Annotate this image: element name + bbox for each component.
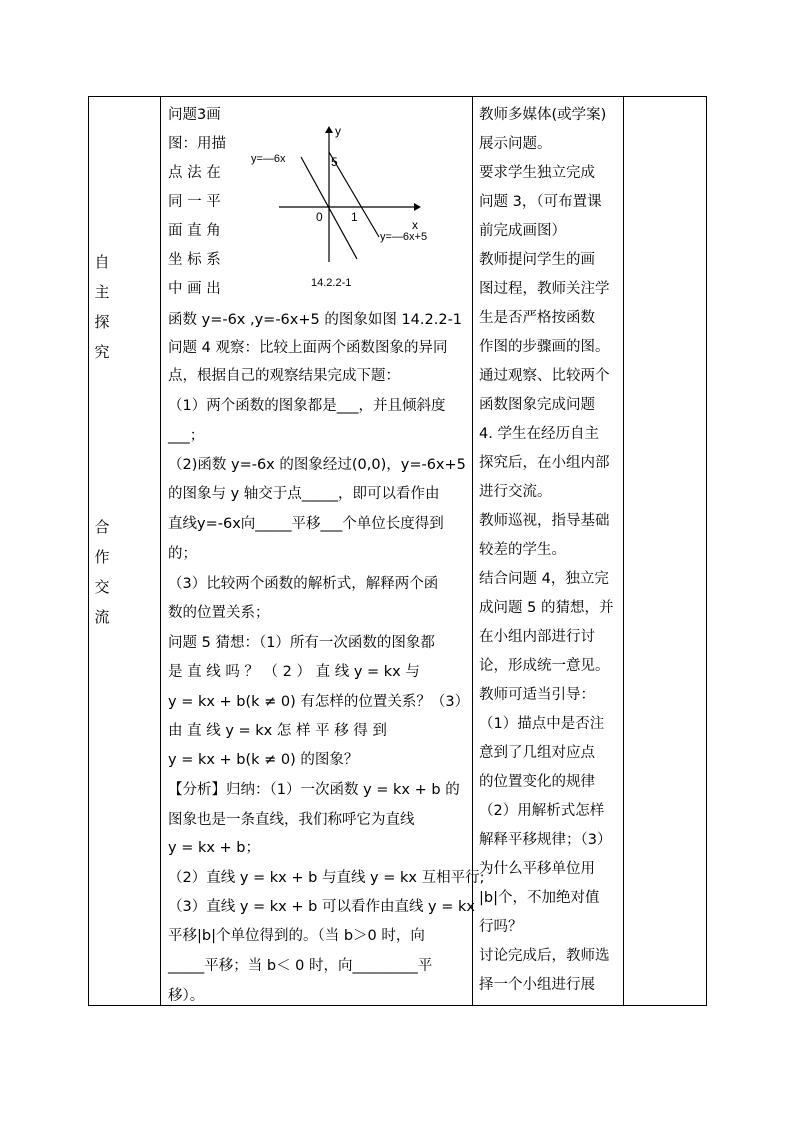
y-axis-label: y — [335, 124, 341, 138]
q3-text: 同 一 平 — [168, 194, 221, 210]
line1-label: y=—6x — [251, 153, 286, 165]
tick-label-five: 5 — [331, 155, 338, 169]
content-line: 图象也是一条直线，我们称呼它为直线 — [168, 812, 415, 828]
content-line: 数的位置关系； — [168, 605, 270, 621]
content-line: ___； — [168, 428, 205, 444]
content-line: 【分析】归纳：（1）一次函数 y = kx + b 的 — [168, 782, 460, 798]
content-line: 的； — [168, 546, 197, 562]
content-line: 是 直 线 吗 ？ （ 2 ） 直 线 y = kx 与 — [168, 664, 420, 680]
lesson-table — [88, 96, 707, 1006]
content-line: 由 直 线 y = kx 怎 样 平 移 得 到 — [168, 723, 387, 739]
figure-caption: 14.2.2-1 — [311, 277, 352, 289]
teacher-line: 教师可适当引导： — [479, 687, 595, 703]
teacher-line: 要求学生独立完成 — [479, 165, 595, 181]
stage-label-cooperate: 合 作 交 流 — [94, 518, 110, 626]
teacher-line: 在小组内部进行讨 — [479, 629, 595, 645]
tick-label-one: 1 — [351, 210, 358, 224]
content-line: 函数 y=-6x ,y=-6x+5 的图象如图 14.2.2-1 — [168, 312, 463, 328]
teacher-line: 教师巡视，指导基础 — [479, 513, 610, 529]
teacher-line: 成问题 5 的猜想，并 — [479, 600, 614, 616]
q3-text: 面 直 角 — [168, 223, 221, 239]
teacher-line: 结合问题 4，独立完 — [479, 571, 609, 587]
content-line: 问题 4 观察：比较上面两个函数图象的异同 — [168, 340, 448, 356]
content-line: （1）两个函数的图象都是___，并且倾斜度 — [168, 398, 446, 414]
teacher-line: 生是否严格按函数 — [479, 310, 595, 326]
teacher-line: 论，形成统一意见。 — [479, 658, 610, 674]
teacher-line: 4. 学生在经历自主 — [479, 426, 599, 442]
teacher-line: 教师多媒体(或学案) — [479, 107, 607, 123]
teacher-line: 为什么平移单位用 — [479, 861, 595, 877]
teacher-line: 函数图象完成问题 — [479, 397, 595, 413]
function-graph-figure — [249, 119, 464, 289]
content-line: 点，根据自己的观察结果完成下题： — [168, 368, 400, 384]
teacher-line: 较差的学生。 — [479, 542, 566, 558]
teacher-line: 教师提问学生的画 — [479, 252, 595, 268]
content-line: 的图象与 y 轴交于点_____，即可以看作由 — [168, 486, 440, 502]
content-line: y = kx + b(k ≠ 0) 的图象？ — [168, 752, 359, 768]
content-line: （3）直线 y = kx + b 可以看作由直线 y = kx — [168, 899, 475, 915]
teacher-line: 择一个小组进行展 — [479, 977, 595, 993]
x-axis-label: x — [412, 218, 418, 232]
teacher-line: 展示问题。 — [479, 136, 552, 152]
column-divider — [623, 97, 624, 1005]
teacher-line: 作图的步骤画的图。 — [479, 339, 610, 355]
content-line: y = kx + b(k ≠ 0) 有怎样的位置关系？（3） — [168, 694, 470, 710]
content-line: 平移|b|个单位得到的。（当 b＞0 时，向 — [168, 928, 425, 944]
teacher-line: 图过程，教师关注学 — [479, 281, 610, 297]
content-line: y = kx + b； — [168, 840, 260, 856]
teacher-line: 的位置变化的规律 — [479, 774, 595, 790]
content-line: 直线y=-6x向_____平移___个单位长度得到 — [168, 516, 444, 532]
q3-text: 坐 标 系 — [168, 252, 221, 268]
line2-label: y=—6x+5 — [380, 231, 428, 243]
stage-label-explore: 自 主 探 究 — [94, 253, 110, 361]
teacher-line: 探究后，在小组内部 — [479, 455, 610, 471]
q3-text: 问题3画 — [168, 107, 221, 123]
teacher-line: 通过观察、比较两个 — [479, 368, 610, 384]
x-axis-arrow — [414, 203, 421, 211]
teacher-line: 意到了几组对应点 — [479, 745, 595, 761]
teacher-line: 讨论完成后，教师选 — [479, 948, 610, 964]
teacher-line: （2）用解析式怎样 — [479, 803, 605, 819]
teacher-line: 前完成画图） — [479, 223, 566, 239]
content-line: （3）比较两个函数的解析式，解释两个函 — [168, 576, 439, 592]
content-line: 移）。 — [168, 988, 205, 1004]
content-line: _____平移；当 b＜ 0 时，向_________平 — [168, 958, 433, 974]
graph-svg — [249, 119, 464, 289]
q3-text: 图：用描 — [168, 136, 226, 152]
teacher-line: 进行交流。 — [479, 484, 552, 500]
q3-text: 点 法 在 — [168, 165, 221, 181]
teacher-line: 问题 3，（可布置课 — [479, 194, 602, 210]
y-axis-arrow — [325, 126, 333, 133]
q3-text: 中 画 出 — [168, 281, 221, 297]
content-line: （2)函数 y=-6x 的图象经过(0,0)，y=-6x+5 — [168, 457, 466, 473]
column-divider — [160, 97, 161, 1005]
origin-label: 0 — [316, 210, 323, 224]
teacher-line: 解释平移规律；（3） — [479, 832, 612, 848]
teacher-line: （1）描点中是否注 — [479, 716, 605, 732]
content-line: （2）直线 y = kx + b 与直线 y = kx 互相平行; — [168, 870, 485, 886]
teacher-line: 行吗？ — [479, 919, 523, 935]
content-line: 问题 5 猜想：（1）所有一次函数的图象都 — [168, 635, 435, 651]
teacher-line: |b|个，不加绝对值 — [479, 890, 600, 906]
